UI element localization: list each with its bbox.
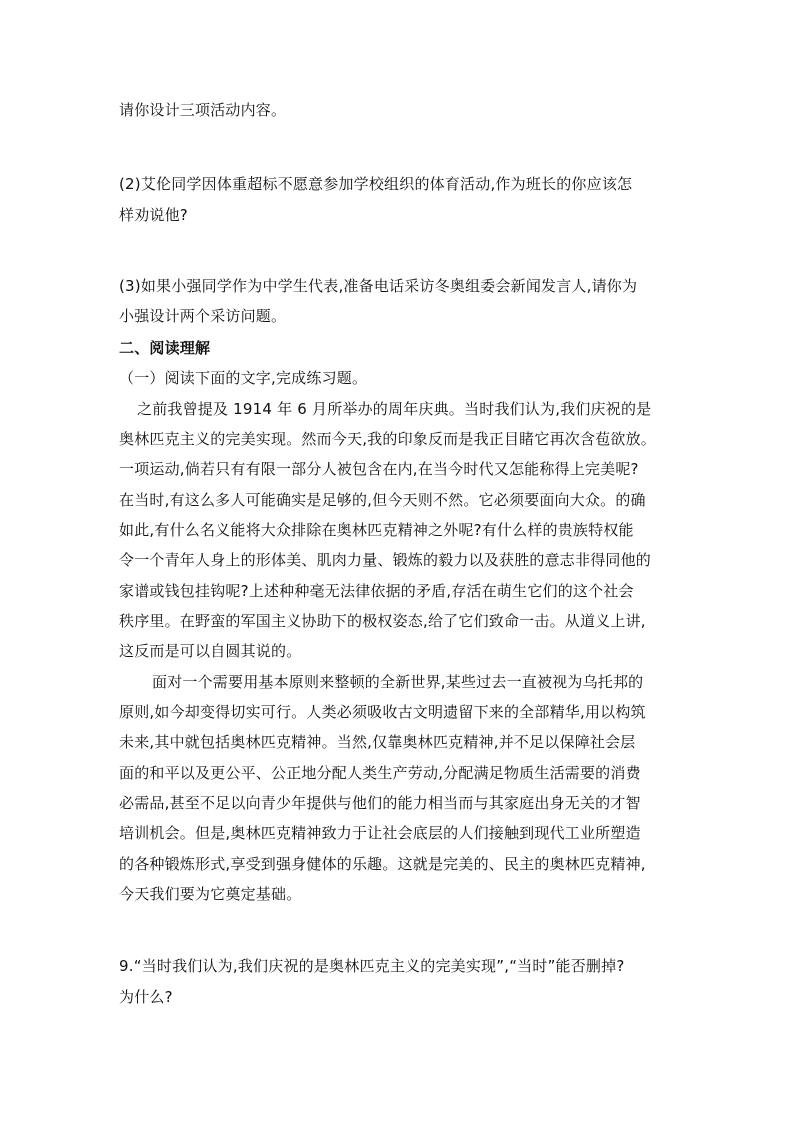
paragraph-1-line-6: 令一个青年人身上的形体美、肌肉力量、锻炼的毅力以及获胜的意志非得同他的 xyxy=(119,551,652,569)
question-9-line-2: 为什么? xyxy=(119,988,173,1006)
question-2-line-1: (2)艾伦同学因体重超标不愿意参加学校组织的体育活动,作为班长的你应该怎 xyxy=(119,175,633,193)
paragraph-2-line-6: 培训机会。但是,奥林匹克精神致力于让社会底层的人们接触到现代工业所塑造 xyxy=(119,824,641,842)
paragraph-1-line-4: 在当时,有这么多人可能确实是足够的,但今天则不然。它必须要面向大众。的确 xyxy=(119,491,646,509)
paragraph-2-line-5: 必需品,甚至不足以向青少年提供与他们的能力相当而与其家庭出身无关的才智 xyxy=(119,794,641,812)
subsection-title-part-one: （一）阅读下面的文字,完成练习题。 xyxy=(119,369,368,387)
paragraph-1-line-7: 家谱或钱包挂钩呢?上述种种毫无法律依据的矛盾,存活在萌生它们的这个社会 xyxy=(119,582,634,600)
paragraph-2-line-8: 今天我们要为它奠定基础。 xyxy=(119,885,302,903)
paragraph-1-line-9: 这反而是可以自圆其说的。 xyxy=(119,642,302,660)
question-2-line-2: 样劝说他? xyxy=(119,206,188,224)
paragraph-1-line-8: 秩序里。在野蛮的军国主义协助下的极权姿态,给了它们致命一击。从道义上讲, xyxy=(119,612,646,630)
question-3-line-2: 小强设计两个采访问题。 xyxy=(119,307,287,325)
question-3-line-1: (3)如果小强同学作为中学生代表,准备电话采访冬奥组委会新闻发言人,请你为 xyxy=(119,277,638,295)
section-title-reading-comprehension: 二、阅读理解 xyxy=(119,339,211,357)
paragraph-1-line-3: 一项运动,倘若只有有限一部分人被包含在内,在当今时代又怎能称得上完美呢? xyxy=(119,460,639,478)
paragraph-1-line-5: 如此,有什么名义能将大众排除在奥林匹克精神之外呢?有什么样的贵族特权能 xyxy=(119,521,634,539)
paragraph-2-line-2: 原则,如今却变得切实可行。人类必须吸收古文明遗留下来的全部精华,用以构筑 xyxy=(119,703,646,721)
paragraph-2-line-3: 未来,其中就包括奥林匹克精神。当然,仅靠奥林匹克精神,并不足以保障社会层 xyxy=(119,733,636,751)
question-9-line-1: 9.“当时我们认为,我们庆祝的是奥林匹克主义的完美实现”,“当时”能否删掉? xyxy=(119,957,625,975)
paragraph-1-line-1: 之前我曾提及 1914 年 6 月所举办的周年庆典。当时我们认为,我们庆祝的是 xyxy=(137,400,652,418)
paragraph-2-line-4: 面的和平以及更公平、公正地分配人类生产劳动,分配满足物质生活需要的消费 xyxy=(119,764,641,782)
paragraph-2-line-7: 的各种锻炼形式,享受到强身健体的乐趣。这就是完美的、民主的奥林匹克精神, xyxy=(119,855,646,873)
paragraph-2-line-1: 面对一个需要用基本原则来整顿的全新世界,某些过去一直被视为乌托邦的 xyxy=(152,673,644,691)
question-1-continuation: 请你设计三项活动内容。 xyxy=(119,101,287,119)
paragraph-1-line-2: 奥林匹克主义的完美实现。然而今天,我的印象反而是我正目睹它再次含苞欲放。 xyxy=(119,430,656,448)
